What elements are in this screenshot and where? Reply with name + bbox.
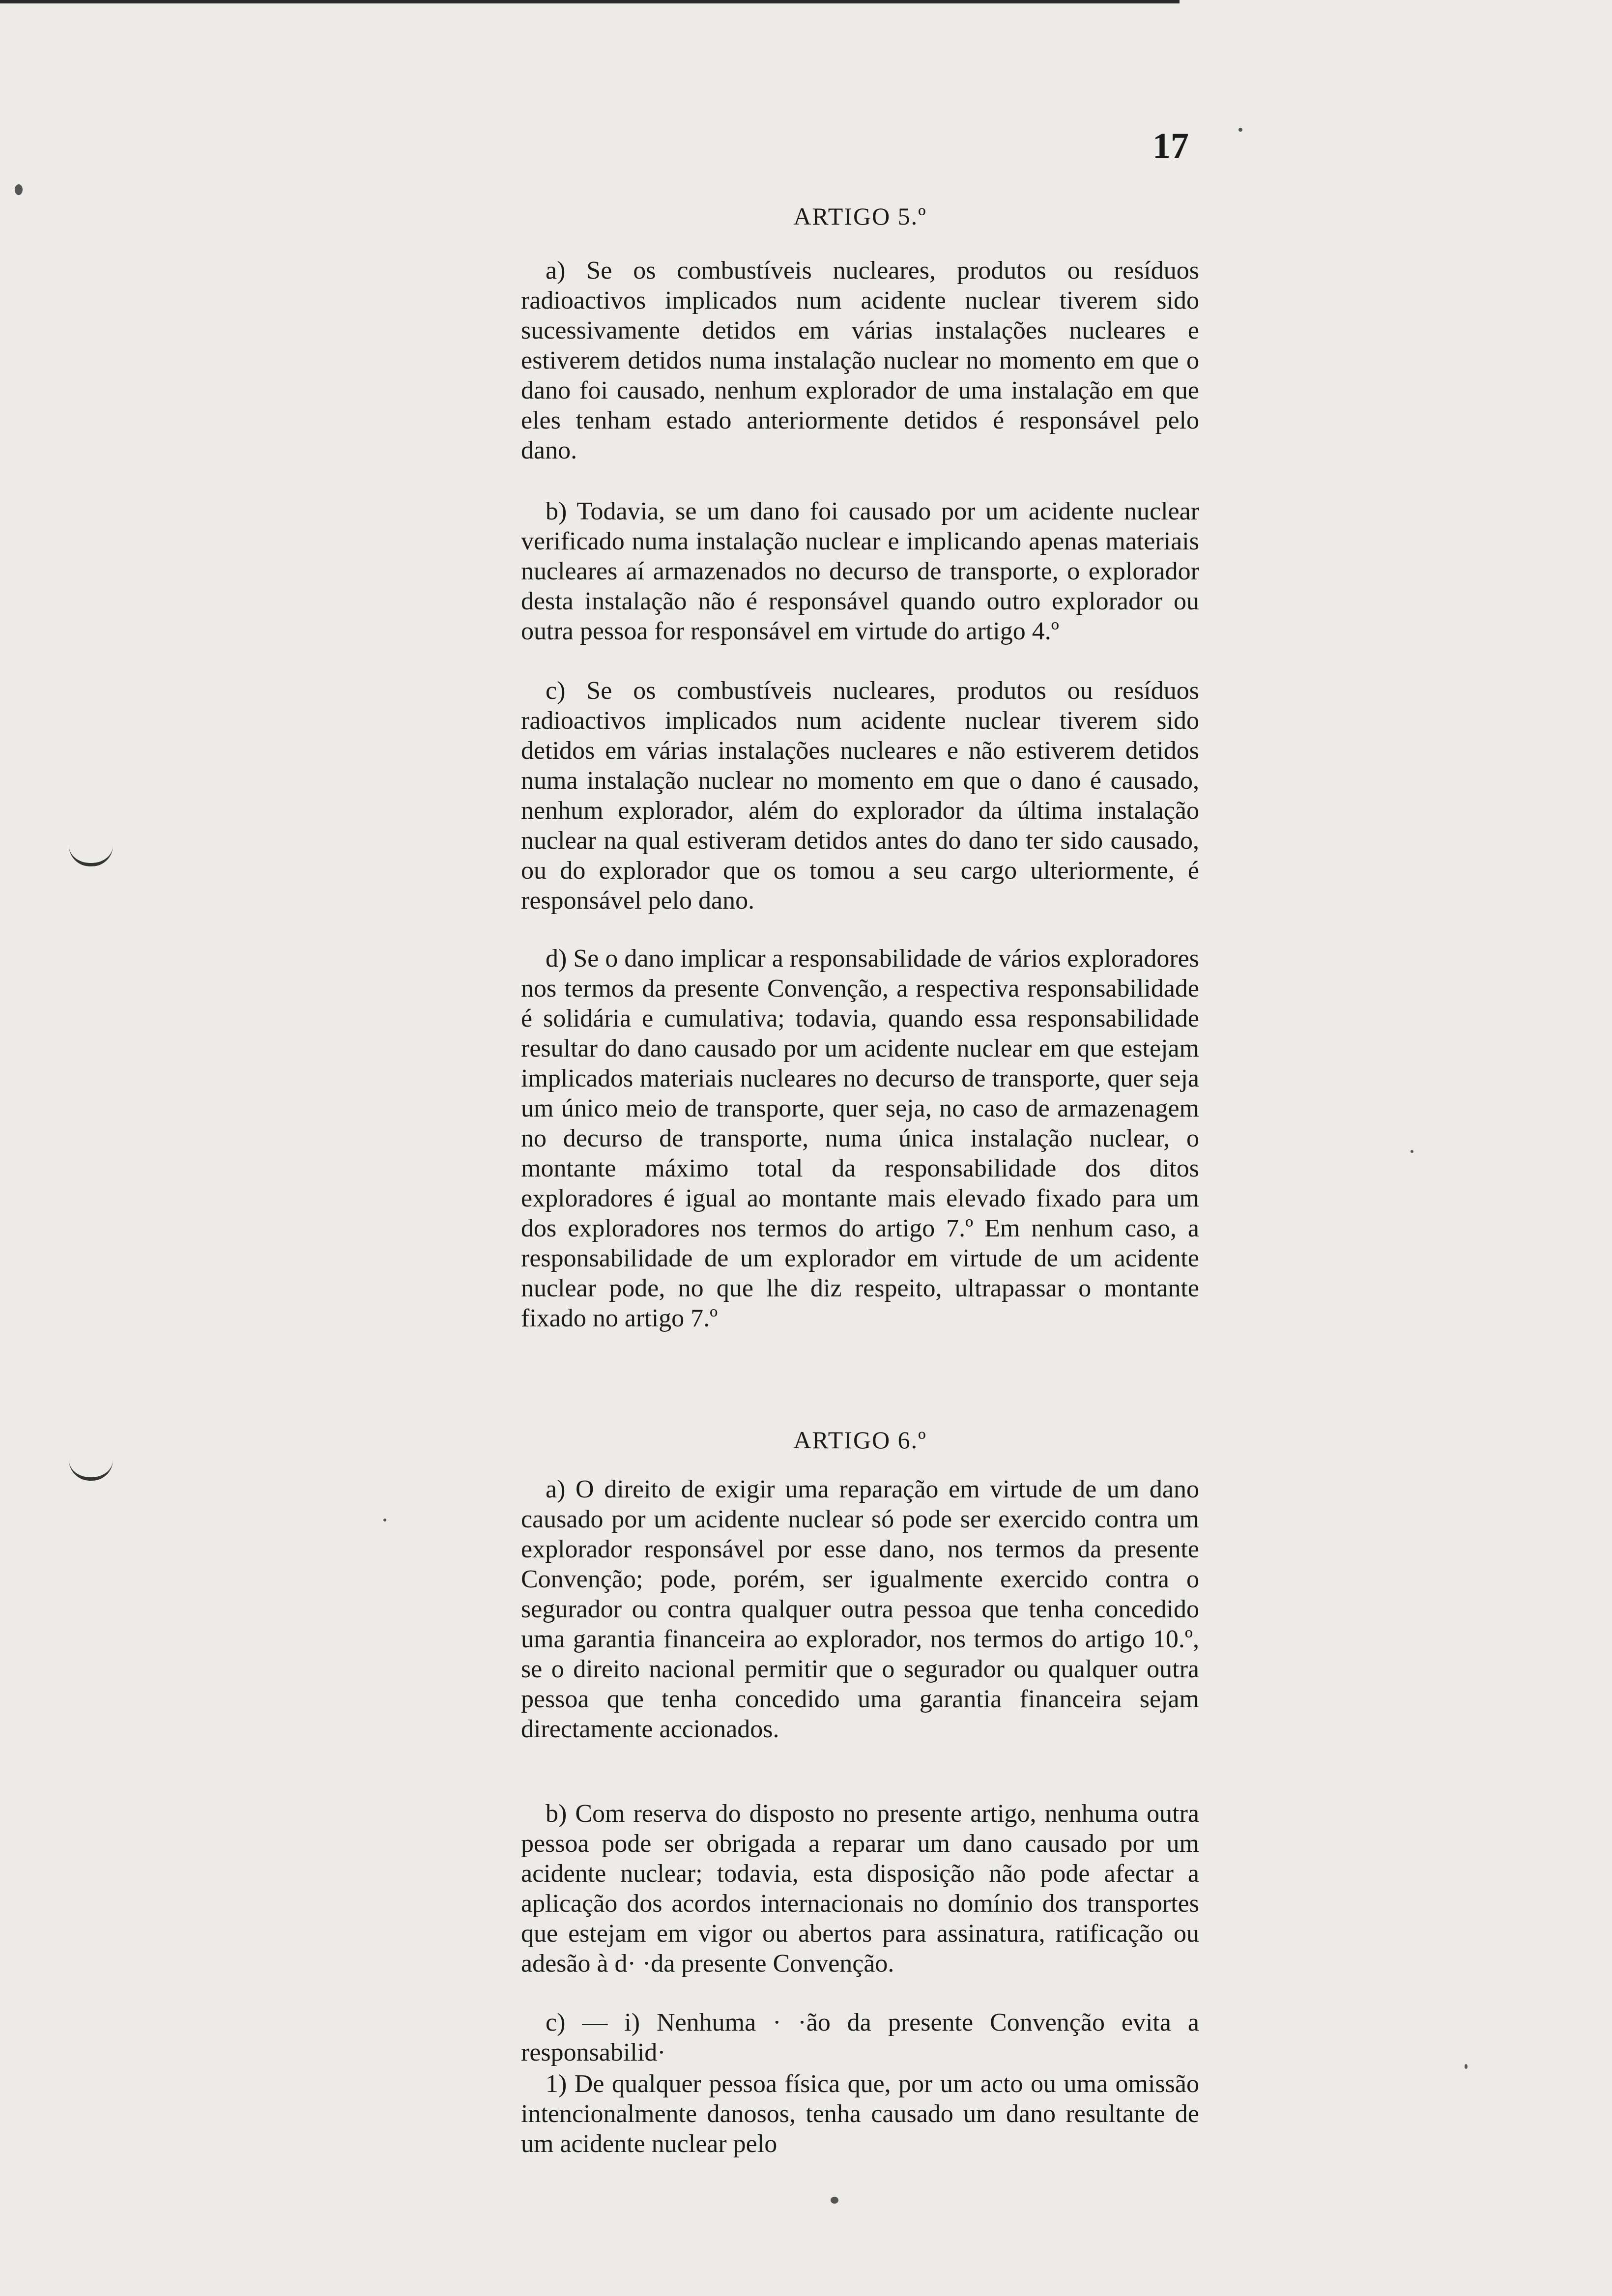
article-5-paragraph-a: a) Se os combustíveis nucleares, produtos ou resíduos radioactivos implicados num acidente nuclear tiverem sido sucessivamente detidos em várias instalações nucleares e estiverem detidos numa instalação nuclear no momento em que o dano foi causado, nenhum explorador de uma instalação em que eles tenham estado anteriormente detidos é responsável pelo dano. [521,257,1199,464]
article-5-heading: ARTIGO 5.º [793,202,927,230]
article-6-paragraph-b: b) Com reserva do disposto no presente artigo, nenhuma outra pessoa pode ser obrigada a reparar um dano causado por um acidente nuclear; todavia, esta disposição não pode afectar a aplicação dos acordos internacionais no domínio dos transportes que estejam em vigor ou abertos para assinatura, ratificação ou adesão à d· ·da presente Convenção. [521,1800,1199,1978]
scan-speck [1465,2064,1468,2069]
scan-speck [831,2197,838,2204]
article-6-heading: ARTIGO 6.º [793,1426,927,1454]
article-6-paragraph-a: a) O direito de exigir uma reparação em virtude de um dano causado por um acidente nuclear só pode ser exercido contra um explorador responsável por esse dano, nos termos da presente Convenção; pode, porém, ser igualmente exercido contra o segurador ou contra qualquer outra pessoa que tenha concedido uma garantia financeira ao explorador, nos termos do artigo 10.º, se o direito nacional permitir que o segurador ou qualquer outra pessoa que tenha concedido uma garantia financeira sejam directamente accionados. [521,1475,1199,1743]
margin-mark-upper [69,845,113,866]
margin-mark-lower [69,1460,113,1481]
article-6-item-1: 1) De qualquer pessoa física que, por um acto ou uma omissão intencionalmente danosos, tenha causado um dano resultante de um acidente nuclear pelo [521,2070,1199,2158]
top-rule [0,0,1180,3]
scan-speck [15,184,23,195]
scan-speck [383,1519,386,1521]
scan-speck [1238,128,1242,132]
scan-speck [1410,1150,1413,1153]
article-5-paragraph-b: b) Todavia, se um dano foi causado por um acidente nuclear verificado numa instalação nuclear e implicando apenas materiais nucleares aí armazenados no decurso de transporte, o explorador desta instalação não é responsável quando outro explorador ou outra pessoa for responsável em virtude do artigo 4.º [521,497,1199,645]
article-6-paragraph-c: c) — i) Nenhuma · ·ão da presente Convenção evita a responsabilid· [521,2009,1199,2066]
page-number: 17 [1152,126,1189,166]
article-5-paragraph-d: d) Se o dano implicar a responsabilidade de vários exploradores nos termos da presente Convenção, a respectiva responsabilidade é solidária e cumulativa; todavia, quando essa responsabilidade resultar do dano causado por um acidente nuclear em que estejam implicados materiais nucleares no decurso de transporte, quer seja um único meio de transporte, quer seja, no caso de armazenagem no decurso de transporte, numa única instalação nuclear, o montante máximo total da responsabilidade dos ditos exploradores é igual ao montante mais elevado fixado para um dos exploradores nos termos do artigo 7.º Em nenhum caso, a responsabilidade de um explorador em virtude de um acidente nuclear pode, no que lhe diz respeito, ultrapassar o montante fixado no artigo 7.º [521,945,1199,1332]
article-5-paragraph-c: c) Se os combustíveis nucleares, produtos ou resíduos radioactivos implicados num acidente nuclear tiverem sido detidos em várias instalações nucleares e não estiverem detidos numa instalação nuclear no momento em que o dano é causado, nenhum explorador, além do explorador da última instalação nuclear na qual estiveram detidos antes do dano ter sido causado, ou do explorador que os tomou a seu cargo ulteriormente, é responsável pelo dano. [521,677,1199,915]
